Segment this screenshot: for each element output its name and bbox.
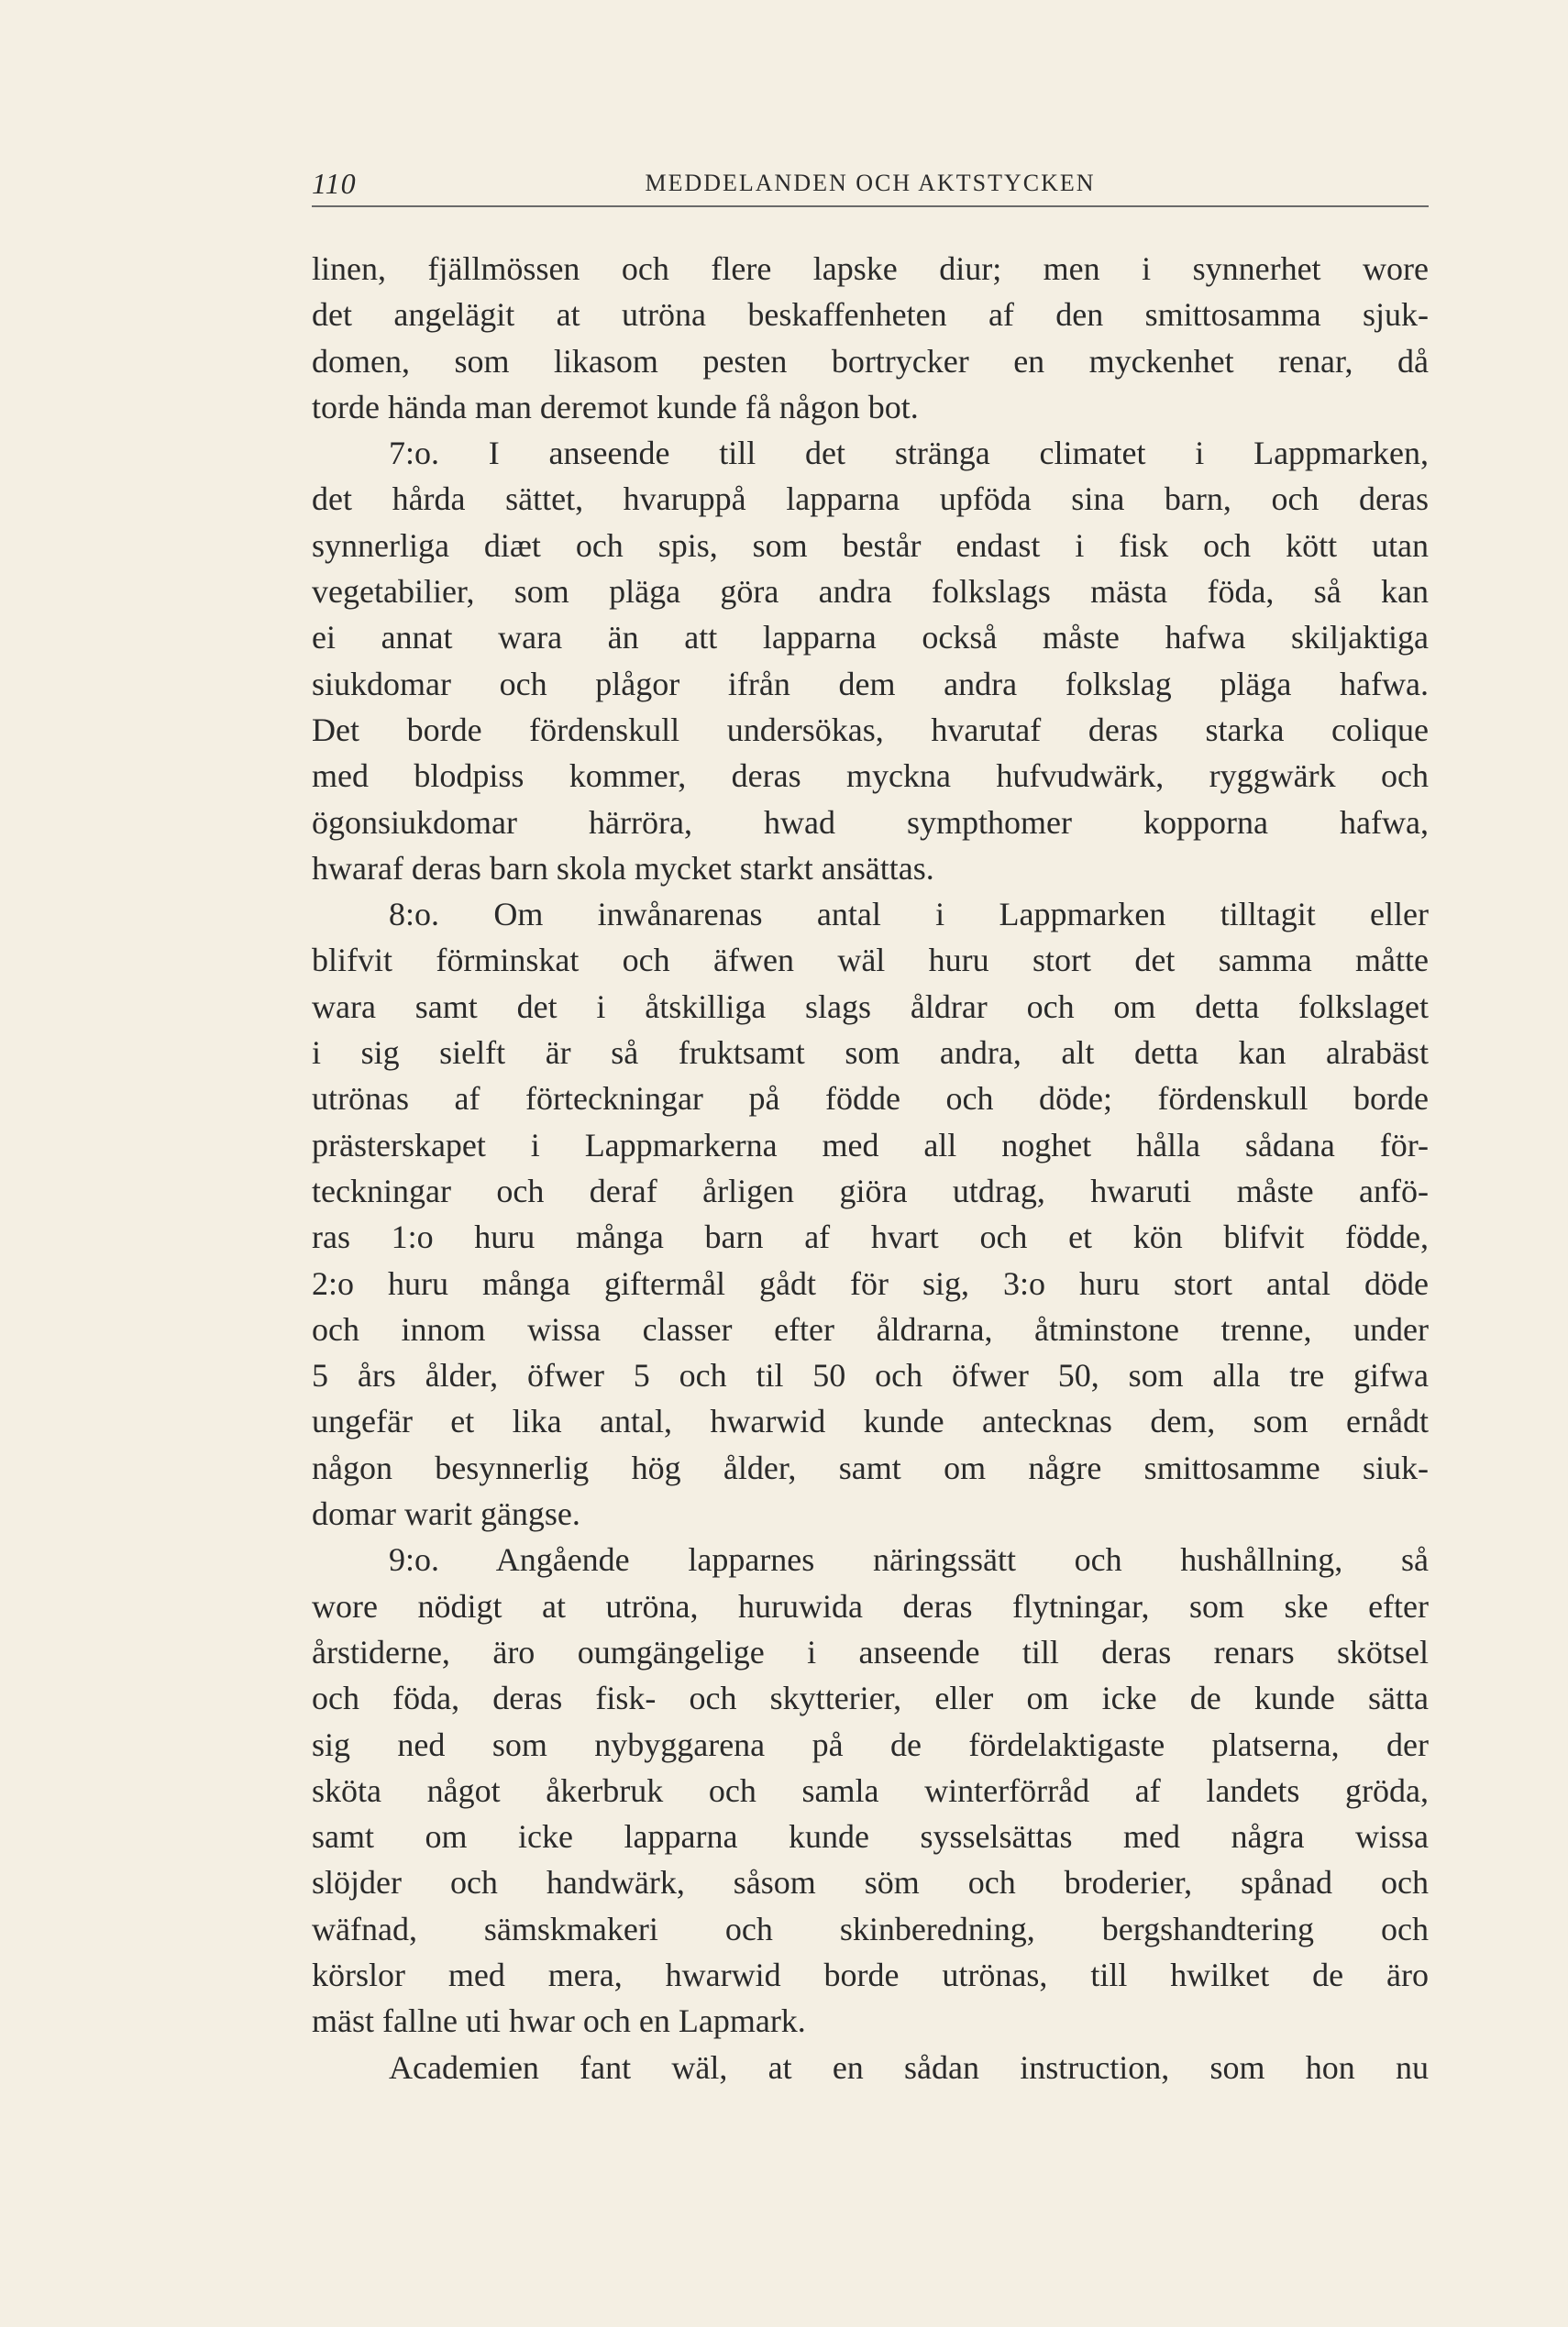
text-line: blifvit förminskat och äfwen wäl huru stort det samma måtte (312, 942, 1429, 979)
text-line: prästerskapet i Lappmarkerna med all noghet hålla sådana för- (312, 1126, 1429, 1164)
text-line: 5 års ålder, öfwer 5 och til 50 och öfwer 50, som alla tre gifwa (312, 1357, 1429, 1395)
text-line: med blodpiss kommer, deras myckna hufvudwärk, ryggwärk och (312, 757, 1429, 795)
text-line: linen, fjällmössen och flere lapske diur; men i synnerhet wore (312, 250, 1429, 287)
text-line: ei annat wara än att lapparna också måste hafwa skiljaktiga (312, 619, 1429, 656)
text-line: ungefär et lika antal, hwarwid kunde antecknas dem, som ernådt (312, 1403, 1429, 1440)
text-line: sig ned som nybyggarena på de fördelaktigaste platserna, der (312, 1726, 1429, 1763)
text-line: samt om icke lapparna kunde sysselsättas med några wissa (312, 1818, 1429, 1856)
text-line: slöjder och handwärk, såsom söm och broderier, spånad och (312, 1864, 1429, 1902)
running-title: MEDDELANDEN OCH AKTSTYCKEN (645, 170, 1096, 196)
text-line: Academien fant wäl, at en sådan instruction, som hon nu (389, 2048, 1429, 2086)
text-line: körslor med mera, hwarwid borde utrönas, till hwilket de äro (312, 1956, 1429, 1993)
text-line: ögonsiukdomar härröra, hwad sympthomer kopporna hafwa, (312, 803, 1429, 841)
text-line: wara samt det i åtskilliga slags åldrar och om detta folkslaget (312, 987, 1429, 1025)
text-line: teckningar och deraf årligen giöra utdrag, hwaruti måste anfö- (312, 1172, 1429, 1209)
text-line: ras 1:o huru många barn af hvart och et kön blifvit födde, (312, 1219, 1429, 1256)
text-line: wore nödigt at utröna, huruwida deras flytningar, som ske efter (312, 1587, 1429, 1625)
text-line: torde hända man deremot kunde få någon bot. (312, 388, 919, 425)
text-line: Det borde fördenskull undersökas, hvarutaf deras starka colique (312, 711, 1429, 748)
text-line: siukdomar och plågor ifrån dem andra folkslag pläga hafwa. (312, 665, 1429, 702)
text-line: årstiderne, äro oumgängelige i anseende till deras renars skötsel (312, 1633, 1429, 1671)
text-line: 9:o. Angående lapparnes näringssätt och hushållning, så (389, 1541, 1429, 1579)
text-line: och föda, deras fisk- och skytterier, eller om icke de kunde sätta (312, 1680, 1429, 1717)
text-line: 7:o. I anseende till det stränga climatet i Lappmarken, (389, 435, 1429, 472)
text-line: sköta något åkerbruk och samla winterförråd af landets gröda, (312, 1771, 1429, 1809)
text-line: mäst fallne uti hwar och en Lapmark. (312, 2002, 806, 2040)
text-line: det hårda sättet, hvaruppå lapparna upföda sina barn, och deras (312, 480, 1429, 518)
text-line: vegetabilier, som pläga göra andra folkslags mästa föda, så kan (312, 573, 1429, 611)
text-line: det angelägit at utröna beskaffenheten af den smittosamma sjuk- (312, 296, 1429, 334)
page-number: 110 (312, 167, 357, 200)
running-head (312, 161, 1429, 207)
text-line: någon besynnerlig hög ålder, samt om någre smittosamme siuk- (312, 1449, 1429, 1486)
text-line: domar warit gängse. (312, 1495, 580, 1533)
text-line: domen, som likasom pesten bortrycker en myckenhet renar, då (312, 342, 1429, 380)
text-line: och innom wissa classer efter åldrarna, åtminstone trenne, under (312, 1310, 1429, 1348)
body-text (312, 246, 1429, 2090)
text-line: synnerliga diæt och spis, som består endast i fisk och kött utan (312, 526, 1429, 564)
text-line: hwaraf deras barn skola mycket starkt ansättas. (312, 849, 934, 887)
text-line: wäfnad, sämskmakeri och skinberedning, bergshandtering och (312, 1910, 1429, 1947)
text-line: i sig sielft är så fruktsamt som andra, alt detta kan alrabäst (312, 1034, 1429, 1072)
text-line: utrönas af förteckningar på födde och döde; fördenskull borde (312, 1080, 1429, 1118)
text-line: 2:o huru många giftermål gådt för sig, 3:o huru stort antal döde (312, 1264, 1429, 1302)
text-line: 8:o. Om inwånarenas antal i Lappmarken tilltagit eller (389, 896, 1429, 933)
